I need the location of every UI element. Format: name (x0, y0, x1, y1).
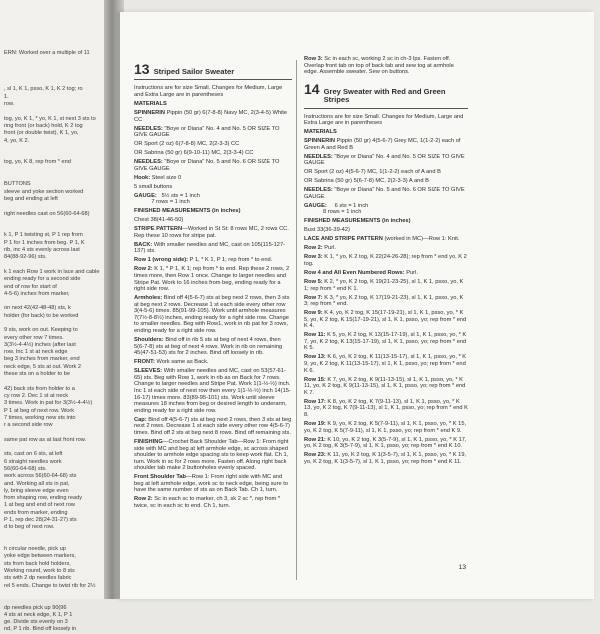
left-page-line: rib, inc 4 sts evenly across last (4, 247, 80, 254)
pattern-14-title: Grey Sweater with Red and Green Stripes (323, 86, 446, 105)
left-page-line (4, 203, 104, 210)
materials-buttons: 5 small buttons (134, 183, 173, 190)
armholes-section: Armholes: Bind off 4(5-6-7) sts at beg next 2 rows, then 3 sts at beg next 2 rows. Decrease 1 st each side every other row 3(4-5-6) times. 85(91-99-105). Work until armhole measures 7(7½-8-8½) inches, ending ready for a right side row. Change to smaller needles. Beg with Row1, work in rib pat for 3 rows, ending ready for a right side row. (134, 295, 290, 335)
materials-heading-14: MATERIALS (304, 129, 337, 136)
left-page-line (4, 378, 104, 385)
left-page-line: beg and ending at left (4, 195, 58, 202)
cap-section: Cap: Bind off 4(5-6-7) sts at beg next 2 rows, then 3 sts at beg next 2 rows. Decrease 1 st each side every other row 4(5-6-7) times. Bind off 2 sts at beg next 8 rows. Bind off remaining sts. (134, 416, 292, 436)
left-page-line: every other row 7 times. (4, 334, 64, 341)
left-page-line: end of row for start of (4, 283, 57, 290)
pattern-14-row: Row 2: Purl. (304, 245, 336, 252)
pattern-14-row: Row 7: K 3, * yo, K 2 tog, K 17(19-21-23), sl 1, K 1, psso, yo, K 3; rep from * end. (304, 294, 464, 308)
left-page-line: ring front (or back) hold, K 2 tog (4, 122, 83, 129)
left-page-line: tog, yo, K 8, rep from * end (4, 159, 71, 166)
pattern-13-intro: Instructions are for size Small. Changes for Medium, Large and Extra Large are in parentheses (134, 85, 283, 98)
left-page-line: d to beg of next row. (4, 524, 55, 531)
left-page-line: ERN: Worked over a multiple of 11 (4, 50, 90, 56)
left-page-line: holder (for back) to be worked (4, 312, 79, 319)
materials-needles-2: NEEDLES: "Boye or Diana" No. 5 and No. 6 OR SIZE TO GIVE GAUGE (134, 159, 280, 172)
materials-heading: MATERIALS (134, 100, 167, 107)
left-page-line: dp needles pick up 90(96 (4, 604, 67, 611)
pattern-13-row-3: Row 3: Sc in each sc, working 2 sc in ch-3 lps. Fasten off. Overlap front tab on top of back tab and sew tog at armhole edge. Assemble sweater. Sew on buttons. (304, 56, 454, 76)
left-page-line: 6 straight needles work (4, 458, 62, 465)
left-page-line (4, 167, 104, 174)
materials-needles-2-14: NEEDLES: "Boye or Diana" No. 5 and No. 6 OR SIZE TO GIVE GAUGE (304, 187, 465, 200)
left-page-line: h circular needle, pick up (4, 546, 66, 553)
pattern-14-row: Row 19: K 9, yo, K 2 tog, K 5(7-9-11), sl 1, K 1, psso, yo, * K 15, yo, K 2 tog, K 5(7-9-11), sl 1, K 1, psso, yo; rep from * end K 9. (304, 420, 467, 434)
left-page-line: 9 sts, work on out. Keeping to (4, 327, 78, 334)
row-2-tab: Row 2: Sc in each sc to marker, ch 3, sk 2 sc *, rep from * twice, sc in each sc to end. Ch 1, turn. (134, 496, 281, 510)
left-page-line (4, 65, 104, 72)
pattern-13-column (134, 62, 292, 512)
left-page-line: row. (4, 101, 15, 108)
left-page-line: row. Inc 1 st at neck edge (4, 349, 68, 356)
left-page-line: nd, P 1 rib. Bind off loosely in (4, 626, 77, 633)
materials-needles-14: NEEDLES: "Boye or Diana" No. 4 and No. 5 OR SIZE TO GIVE GAUGE (304, 153, 465, 167)
bust-measurement: Bust 33(36-39-42) (304, 227, 350, 234)
pattern-13-title: Striped Sailor Sweater (153, 67, 235, 76)
pattern-13-header (134, 62, 292, 80)
pattern-13-number: 13 (134, 61, 150, 77)
left-page-text (4, 50, 104, 634)
left-page-line: cy row 2. Dec 1 st at neck (4, 392, 69, 399)
left-page-line: , sl 1, K 1, psso, K 1, K 2 tog; ro (4, 86, 83, 93)
finished-measurements-heading: FINISHED MEASUREMENTS (in inches) (134, 208, 241, 215)
left-page-line: beg 3 inches from marker, end (4, 356, 80, 363)
left-page-line: 4-5-6) inches from marker, (4, 290, 70, 297)
left-page-line: ending ready for a second side (4, 276, 81, 283)
row-2: Row 2: K 1, * P 1, K 1; rep from * to end. Rep these 2 rows, 2 times more, then Row 1 once. Change to larger needles and Stripe Pat. Work to 16 inches from beg, ending ready for a right side row. (134, 266, 290, 293)
left-page-line: neck edge, 5 sts at out. Work 2 (4, 363, 82, 370)
left-page-line: work across 56(60-64-68) sts (4, 473, 77, 480)
left-page-line (4, 444, 104, 451)
left-page-line (4, 57, 104, 64)
pattern-14-row: Row 13: K 6, yo, K 2 tog, K 11(13-15-17), sl 1, K 1, psso, yo, * K 9, yo, K 2 tog, K 11(13-15-17), sl 1, K 1, psso, yo; rep from * end K 6. (304, 354, 467, 374)
pattern-14-row: Row 3: K 1, * yo, K 2 tog, K 22(24-26-28); rep from * end yo, K 2 tog. (304, 254, 467, 267)
pattern-14-row: Row 9: K 4, yo, K 2 tog, K 15(17-19-21), sl 1, K 1, psso, yo, * K 5, yo, K 2 tog, K 15(17-19-21), sl 1, K 1, psso, yo; rep from * end K 4. (304, 310, 467, 330)
left-page-line: 42) back sts from holder to a (4, 385, 75, 392)
pattern-14-row: Row 11: K 5, yo, K 2 tog, K 13(15-17-19), sl 1, K 1, psso, yo, * K 7, yo, K 2 tog, K 13(15-17-19), sl 1, K 1, psso, yo; rep from * end K 5. (304, 332, 467, 352)
column-divider (296, 60, 297, 580)
left-page-line: 1. (4, 93, 9, 100)
pattern-14-row: Row 21: K 10, yo, K 2 tog, K 3(5-7-9), sl 1, K 1, psso, yo, * K 17, yo, K 2 tog, K 3(5-7-9), sl 1, K 1, psso, yo; rep from * end K 10. (304, 436, 467, 450)
left-page-line: 84(88-92-96) sts. (4, 254, 47, 261)
left-page-line: 3 times. Work in pat for 3(3½-4-4½) (4, 400, 93, 407)
materials-or-sabrina-14: OR Sabrina (50 gr) 5(6-7-8) MC, 2(2-3-3) A and B (304, 178, 429, 185)
materials-or-sabrina: OR Sabrina (50 gr) 6(9-10-11) MC, 2(3-3-4) CC (134, 150, 254, 157)
left-page-line: tog, yo, K 1, * yo, K 1, st next 3 sts to (4, 115, 96, 122)
left-page-line: 56(60-64-68) sts. (4, 465, 47, 472)
page-number: 13 (458, 564, 466, 571)
left-page (0, 0, 108, 633)
pattern-14-rows (304, 245, 468, 465)
materials-spinnerin-14: SPINNERIN Pippin (50 gr) 4(5-6-7) Grey MC, 1(1-2-2) each of Green A and Red B (304, 138, 461, 151)
pattern-14-number: 14 (304, 80, 320, 97)
front-section: FRONT: Work same as Back. (134, 359, 209, 366)
gauge: GAUGE: 5½ sts = 1 inch 7 rows = 1 inch (134, 192, 200, 206)
pattern-14-row: Row 4 and All Even Numbered Rows: Purl. (304, 269, 418, 276)
pattern-14-row: Row 23: K 11, yo, K 2 tog, K 1(3-5-7), sl 1, K 1, psso, yo, * K 19, yo, K 2 tog, K 1(3-5-7), sl 1, K 1, psso, yo; rep from * end K 11. (304, 452, 467, 465)
pattern-14-intro: Instructions are for size Small. Changes for Medium, Large and Extra Large are in parentheses (304, 113, 464, 127)
pattern-14-row: Row 5: K 2, * yo, K 2 tog, K 19(21-23-25), sl 1, K 1, psso, yo, K 1; rep from * end K 1. (304, 278, 464, 292)
left-page-line: these sts on a holder to be (4, 371, 70, 378)
left-page-line (4, 218, 104, 225)
left-page-line: sts with 2 dp needles fabric (4, 575, 72, 582)
materials-or-sport-14: OR Sport (2 oz) 4(5-6-7) MC, 1(1-2-2) each of A and B (304, 169, 441, 176)
left-page-line: and. Working all sts in pat, (4, 480, 70, 487)
left-page-line (4, 539, 104, 546)
left-page-line: Working round, work to 8 sts (4, 568, 75, 575)
left-page-line (4, 152, 104, 159)
gauge-14: GAUGE: 6 sts = 1 inch 8 rows = 1 inch (304, 202, 369, 216)
left-page-line: P 1, rep dec 28(24-31-27) sts (4, 517, 77, 523)
finishing-section: FINISHING—Crochet Back Shoulder Tab—Row 1: From right side with MC and beg at left armhole edge, sc across shaped shoulder to armhole edge spacing sts to keep work flat. Ch 1, turn. Work in sc for 2 rows more. Fasten off. Along right back shoulder tab make 2 buttonholes evenly spaced. (134, 438, 289, 472)
left-page-line: ly, bring sleeve edge even (4, 487, 69, 494)
pattern-14-header (304, 82, 468, 109)
left-page-line (4, 298, 104, 305)
left-page-line: rel 5 ends. Change to twist rib for 2½ (4, 582, 96, 589)
left-page-line (4, 145, 104, 152)
left-page-line (4, 590, 104, 597)
left-page-line: sleeve and yoke section worked (4, 188, 84, 195)
left-page-line: 7 times, working new sts into (4, 414, 76, 421)
materials-spinnerin: SPINNERIN Pippin (50 gr) 6(7-8-8) Navy MC, 2(3-4-5) White CC (134, 109, 287, 123)
left-page-line: r a second side row (4, 422, 53, 429)
row-1: Row 1 (wrong side): P 1, * K 1, P 1; rep from * to end. (134, 257, 273, 264)
finished-measurements-heading-14: FINISHED MEASUREMENTS (in inches) (304, 218, 411, 225)
left-page-line (4, 72, 104, 79)
left-page-line: ge. Divide sts evenly on 3 (4, 619, 68, 626)
left-page-line: k 1 each Row 1 work in lace and cable (4, 268, 100, 275)
left-page-line: ends from marker, ending (4, 509, 68, 516)
left-page-line: from shaping row, ending ready (4, 495, 83, 502)
left-page-line (4, 532, 104, 539)
left-page-line: sts from back hold holders, (4, 560, 71, 567)
left-page-line: P 1 for 1 inches from beg. P 1, K (4, 239, 85, 246)
left-page-line: 1 at beg and end of next row (4, 502, 75, 509)
lace-stripe-pattern: LACE AND STRIPE PATTERN (worked in MC)—Row 1: Knit. (304, 236, 460, 243)
left-page-line: right needles cast on 56(60-64-68) (4, 210, 90, 217)
left-page-line: same pat row as at last front row. (4, 436, 87, 443)
left-page-line (4, 108, 104, 115)
pattern-14-row: Row 17: K 8, yo, K 2 tog, K 7(9-11-13), sl 1, K 1, psso, yo, * K 13, yo, K 2 tog, K 7(9-11-13), sl 1, K 1, psso, yo; rep from * end K 8. (304, 398, 468, 418)
pattern-14-row: Row 15: K 7, yo, K 2 tog, K 9(11-13-15), sl 1, K 1, psso, yo, * K 11, yo, K 2 tog, K 9(11-13-15), sl 1, K 1, psso, yo; rep from * end K 7. (304, 376, 466, 396)
left-page-line: on next 42(42-48-48) sts, k (4, 305, 71, 312)
materials-or-sport: OR Sport (2 oz) 6(7-8-8) MC, 2(2-3-3) CC (134, 141, 240, 148)
left-page-line (4, 429, 104, 436)
left-page-line: 4 sts at neck edge, K 1, P 1 (4, 611, 73, 618)
left-page-line: sts, cast on 6 sts, at left (4, 451, 63, 458)
materials-hook: Hook: Steel size 0 (134, 174, 182, 181)
left-page-line (4, 597, 104, 604)
left-page-line (4, 225, 104, 232)
left-page-line: yoke edge between markers, (4, 553, 76, 560)
left-page-line: BUTTONS (4, 181, 31, 188)
sleeves-section: SLEEVES: With smaller needles and MC, cast on 53(57-61-65) sts. Beg with Row 1, work in rib as on Back for 7 rows. Change to larger needles and Stripe Pat. Work 1(1-½-½) inch. Inc 1 st each side of next row then every 1(1-½-½) inch 14(15-16-17) times more. 83(89-95-101) sts. Work until sleeve measures 18 inches from beg or desired length to underarm, ending ready for a right side row. (134, 368, 291, 414)
left-page-line (4, 174, 104, 181)
left-page-line: front (or double twist), K 1, yo, (4, 130, 79, 137)
left-page-line: P 1 at beg of next row. Work (4, 407, 75, 414)
front-shoulder-tab: Front Shoulder Tab—Row 1: From right side with MC and beg at left armhole edge, work sc to neck edge, being sure to have the same number of sts as on Back Tab. Ch 1, turn. (134, 474, 288, 494)
left-page-line (4, 262, 104, 269)
right-page (120, 12, 594, 599)
chest-measurement: Chest 38(41-46-50) (134, 217, 184, 224)
materials-needles: NEEDLES: "Boye or Diana" No. 4 and No. 5 OR SIZE TO GIVE GAUGE (134, 125, 280, 139)
shoulders-section: Shoulders: Bind off in rib 5 sts at beg of next 4 rows, then 5(6-7-8) sts at beg of next 4 rows. Work in rib on remaining 45(47-51-53) sts for 2 inches. Bind off loosely in rib. (134, 337, 283, 357)
left-page-line: 4, yo, K 2. (4, 137, 30, 144)
left-page-line (4, 320, 104, 327)
left-page-line: 3(3½-4-4½) inches (after last (4, 341, 76, 348)
back-section: BACK: With smaller needles and MC, cast on 105(115-127-137) sts. (134, 241, 286, 255)
left-page-line (4, 79, 104, 86)
pattern-14-column (304, 56, 468, 468)
left-page-line: k 1, P 1 twisting st, P 1 rep from (4, 232, 83, 239)
stripe-pattern: STRIPE PATTERN—Worked in St St: 8 rows MC, 2 rows CC. Rep these 10 rows for stripe pat. (134, 226, 289, 239)
